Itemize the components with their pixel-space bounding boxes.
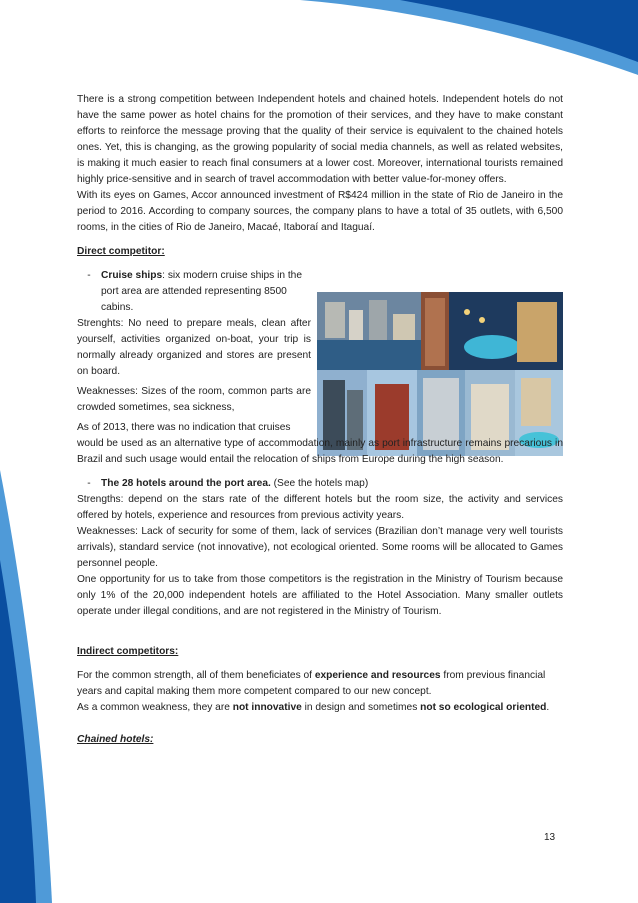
page-number: 13	[544, 832, 556, 843]
indirect-strength-end: from previous financial years and capital making them more competent compared to our new concept.	[77, 670, 546, 697]
indirect-weakness-mid: in design and sometimes	[301, 702, 421, 713]
spacer	[77, 620, 563, 644]
indirect-weakness	[77, 700, 563, 716]
chained-hotels-heading-text: Chained hotels:	[77, 734, 154, 745]
hotels-title: The 28 hotels around the port area.	[101, 478, 271, 489]
cruise-description: : six modern cruise ships in the port area are attended representing 8500 cabins.	[101, 270, 303, 313]
indirect-weakness-bold: not innovative	[232, 702, 302, 713]
bullet-dash: -	[87, 270, 91, 281]
hotels-bullet	[77, 476, 563, 492]
chained-hotels-heading	[77, 732, 563, 748]
cruise-strengths: Strenghts: No need to prepare meals, clean after yourself, activities organized on-boat, your trip is normally already organized and stores are present on board.	[77, 318, 311, 377]
direct-competitor-heading-text: Direct competitor:	[77, 246, 165, 257]
indirect-weakness-text: As a common weakness, they are	[77, 702, 233, 713]
paragraph-competition: There is a strong competition between Independent hotels and chained hotels. Independent hotels do not have the same power as hotel chains for the promotion of their services, and they have to make constant efforts to reinforce the message proving that the quality of their service is equivalent to the chained hotels ones. Yet, this is changing, as the growing popularity of social media channels, as well as related websites, is making it much easier to reach final consumers at a lower cost. Moreover, international tourists remained highly price-sensitive and in search of travel accommodation with better value-for-money offers.	[77, 94, 563, 185]
hotels-note: (See the hotels map)	[270, 478, 369, 489]
cruise-as-of-start: As of 2013, there was no indication that cruises	[77, 422, 291, 433]
indirect-strength-bold: experience and resources	[314, 670, 441, 681]
bullet-dash: -	[87, 478, 91, 489]
indirect-competitors-heading-text: Indirect competitors:	[77, 646, 179, 657]
cruise-as-of-rest: would be used as an alternative type of accommodation, mainly as port infrastructure remains precarious in Brazil and such usage would entail the relocation of ships from Europe during the high season.	[77, 438, 563, 465]
indirect-weakness-bold2: not so ecological oriented	[420, 702, 547, 713]
direct-competitor-heading	[77, 244, 563, 260]
hotels-weaknesses: Weaknesses: Lack of security for some of them, lack of services (Brazilian don’t manage very well tourists arrivals), standard service (not innovative), not ecological oriented. Some rooms will be allocated to Games personnel people.	[77, 526, 563, 569]
indirect-competitors-heading	[77, 644, 563, 660]
paragraph-accor: With its eyes on Games, Accor announced investment of R$424 million in the state of Rio de Janeiro in the period to 2016. According to company sources, the company plans to have a total of 35 outlets, with 6,500 rooms, in the cities of Rio de Janeiro, Macaé, Itaboraí and Itaguaí.	[77, 190, 563, 233]
indirect-strength	[77, 668, 563, 700]
cruise-bullet-text	[101, 268, 311, 316]
cruise-bullet	[77, 268, 311, 316]
hotels-strengths: Strengths: depend on the stars rate of the different hotels but the room size, the activity and services offered by hotels, experience and resources from previous activity years.	[77, 494, 563, 521]
page-content	[77, 92, 563, 748]
hotels-bullet-text	[101, 476, 368, 492]
cruise-block	[77, 268, 311, 436]
indirect-weakness-end: .	[546, 702, 550, 713]
cruise-weaknesses: Weaknesses: Sizes of the room, common parts are crowded sometimes, sea sickness,	[77, 386, 311, 413]
cruise-title: Cruise ships	[101, 270, 163, 281]
indirect-strength-text: For the common strength, all of them beneficiates of	[77, 670, 315, 681]
hotels-opportunity: One opportunity for us to take from those competitors is the registration in the Ministry of Tourism because only 1% of the 20,000 independent hotels are affiliated to the Hotel Association. Many smaller outlets operate under illegal conditions, and are not registered in the Ministry of Tourism.	[77, 574, 563, 617]
